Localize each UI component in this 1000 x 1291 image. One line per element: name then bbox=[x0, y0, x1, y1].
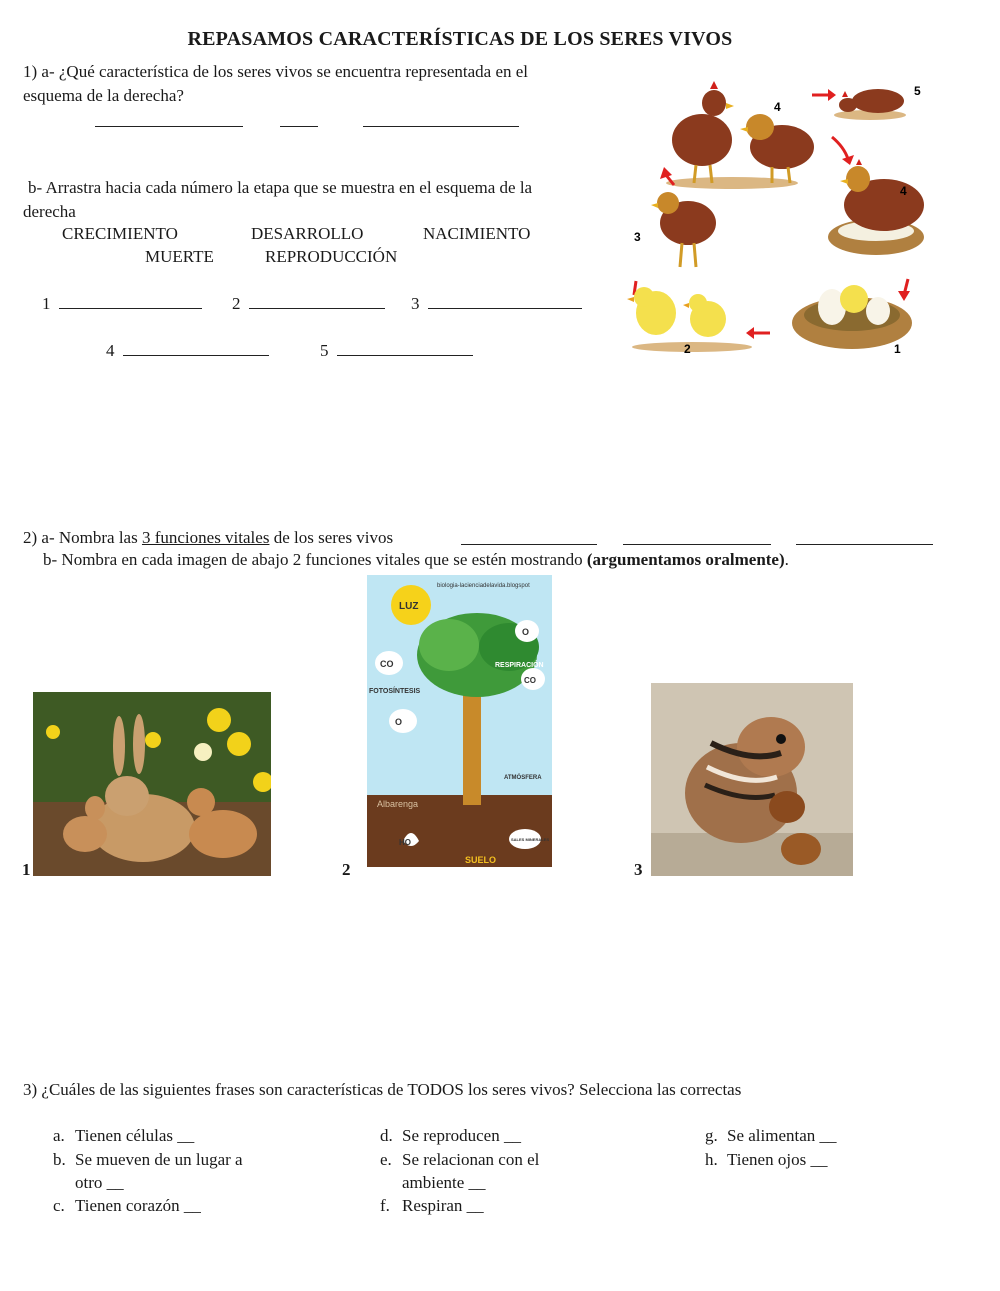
option-text: Tienen células __ bbox=[75, 1126, 195, 1145]
diagram-source: biologia-lacienciadelavida.blogspot bbox=[437, 583, 530, 589]
drag-word-muerte[interactable]: MUERTE bbox=[145, 247, 214, 266]
diagram-suelo: SUELO bbox=[465, 855, 497, 865]
image-number-3: 3 bbox=[634, 860, 643, 879]
cycle-label-4-right: 4 bbox=[900, 184, 907, 198]
option-text: Respiran __ bbox=[402, 1196, 484, 1215]
q2a-answer-blanks bbox=[461, 530, 933, 550]
option-letter: e. bbox=[380, 1150, 392, 1169]
q2b-text-bold: (argumentamos oralmente) bbox=[586, 550, 785, 569]
q3-question: 3) ¿Cuáles de las siguientes frases son características de TODOS los seres vivos? Selecciona las correctas bbox=[23, 1080, 742, 1099]
option-text: Tienen corazón __ bbox=[75, 1196, 201, 1215]
q2a-blank-3[interactable] bbox=[796, 530, 933, 545]
slot-number: 1 bbox=[42, 294, 51, 313]
q3-option-a[interactable] bbox=[53, 1126, 194, 1146]
q2a-text-pre: 2) a- Nombra las bbox=[23, 528, 142, 547]
option-text: Se alimentan __ bbox=[727, 1126, 837, 1145]
q3-option-e-cont[interactable]: ambiente __ bbox=[402, 1173, 486, 1192]
cycle-label-5: 5 bbox=[914, 84, 921, 98]
option-letter: a. bbox=[53, 1126, 65, 1145]
q1b-line2: derecha bbox=[23, 202, 76, 221]
diagram-respiracion: RESPIRACIÓN bbox=[495, 662, 544, 669]
drag-word-crecimiento[interactable]: CRECIMIENTO bbox=[62, 224, 178, 243]
q3-option-f[interactable] bbox=[380, 1196, 484, 1216]
drag-word-nacimiento[interactable]: NACIMIENTO bbox=[423, 224, 531, 243]
drag-word-desarrollo[interactable]: DESARROLLO bbox=[251, 224, 364, 243]
slot-number: 4 bbox=[106, 341, 115, 360]
q3-option-g[interactable] bbox=[705, 1126, 837, 1146]
diagram-sales: SALES MINERALES bbox=[511, 837, 550, 842]
cycle-label-3: 3 bbox=[634, 230, 641, 244]
q2a-underlined: 3 funciones vitales bbox=[141, 528, 270, 547]
option-text: Se reproducen __ bbox=[402, 1126, 521, 1145]
diagram-fotosintesis: FOTOSÍNTESIS bbox=[369, 688, 421, 695]
q2a-blank-2[interactable] bbox=[623, 530, 771, 545]
q3-option-c[interactable] bbox=[53, 1196, 201, 1216]
q3-option-e[interactable] bbox=[380, 1150, 539, 1170]
slot-number: 3 bbox=[411, 294, 420, 313]
hatching-nest-image bbox=[792, 285, 912, 349]
drag-word-reproduccion[interactable]: REPRODUCCIÓN bbox=[265, 247, 398, 266]
q1b-line1: b- Arrastra hacia cada número la etapa que se muestra en el esquema de la bbox=[28, 178, 533, 197]
diagram-o2-left: O bbox=[395, 717, 403, 727]
slot-blank[interactable] bbox=[123, 341, 269, 356]
option-letter: d. bbox=[380, 1126, 393, 1145]
slot-blank[interactable] bbox=[59, 294, 202, 309]
option-text: Tienen ojos __ bbox=[727, 1150, 828, 1169]
drop-slot-3[interactable] bbox=[411, 294, 582, 314]
cycle-label-1: 1 bbox=[894, 342, 901, 356]
adult-hens-image bbox=[666, 81, 814, 189]
drop-slot-1[interactable] bbox=[42, 294, 202, 314]
q3-option-b[interactable] bbox=[53, 1150, 243, 1170]
hen-on-nest-image bbox=[828, 159, 924, 255]
option-letter: h. bbox=[705, 1150, 718, 1169]
option-letter: g. bbox=[705, 1126, 718, 1145]
dead-hen-image bbox=[834, 89, 906, 120]
q3-option-b-cont[interactable]: otro __ bbox=[75, 1173, 124, 1192]
image-number-2: 2 bbox=[342, 860, 351, 879]
diagram-co2-right: CO bbox=[524, 676, 536, 685]
slot-blank[interactable] bbox=[249, 294, 385, 309]
q3-option-d[interactable] bbox=[380, 1126, 521, 1146]
slot-blank[interactable] bbox=[428, 294, 582, 309]
option-letter: c. bbox=[53, 1196, 65, 1215]
q2b-text-end: . bbox=[784, 550, 789, 569]
q1a-blank-3[interactable] bbox=[363, 112, 519, 127]
image-number-1: 1 bbox=[22, 860, 31, 879]
diagram-o2-top: O bbox=[522, 627, 530, 637]
drop-slot-2[interactable] bbox=[232, 294, 385, 314]
rabbits-image bbox=[33, 692, 271, 876]
diagram-h2o: HO bbox=[399, 838, 411, 847]
drop-slot-4[interactable] bbox=[106, 341, 269, 361]
slot-number: 2 bbox=[232, 294, 241, 313]
q2a-text bbox=[23, 528, 393, 548]
q2b-text bbox=[43, 550, 789, 570]
q1a-line1: 1) a- ¿Qué característica de los seres vivos se encuentra representada en el bbox=[23, 62, 529, 81]
option-letter: b. bbox=[53, 1150, 66, 1169]
q3-option-h[interactable] bbox=[705, 1150, 827, 1170]
diagram-atmosfera: ATMÓSFERA bbox=[504, 775, 542, 781]
q1a-blank-1[interactable] bbox=[95, 112, 243, 127]
q1a-blank-2[interactable] bbox=[280, 112, 318, 127]
option-text: Se relacionan con el bbox=[402, 1150, 540, 1169]
page-title: REPASAMOS CARACTERÍSTICAS DE LOS SERES VIVOS bbox=[187, 28, 733, 50]
cycle-label-2: 2 bbox=[684, 342, 691, 356]
drop-slot-5[interactable] bbox=[320, 341, 473, 361]
photosynthesis-diagram bbox=[367, 575, 552, 867]
slot-blank[interactable] bbox=[337, 341, 473, 356]
q1a-line2: esquema de la derecha? bbox=[23, 86, 184, 105]
diagram-luz: LUZ bbox=[399, 601, 419, 612]
q1a-answer-blanks bbox=[95, 112, 519, 132]
diagram-albarenga: Albarenga bbox=[377, 799, 419, 809]
option-letter: f. bbox=[380, 1196, 390, 1215]
q2b-text-main: b- Nombra en cada imagen de abajo 2 funciones vitales que se estén mostrando bbox=[43, 550, 587, 569]
q2a-blank-1[interactable] bbox=[461, 530, 597, 545]
young-hen-image bbox=[651, 192, 716, 267]
diagram-co2-left: CO bbox=[380, 659, 394, 669]
hen-life-cycle-diagram bbox=[622, 75, 934, 365]
chipmunk-image bbox=[651, 683, 853, 876]
q2a-text-post: de los seres vivos bbox=[269, 528, 394, 547]
option-text: Se mueven de un lugar a bbox=[75, 1150, 243, 1169]
cycle-label-4-top: 4 bbox=[774, 100, 781, 114]
slot-number: 5 bbox=[320, 341, 329, 360]
